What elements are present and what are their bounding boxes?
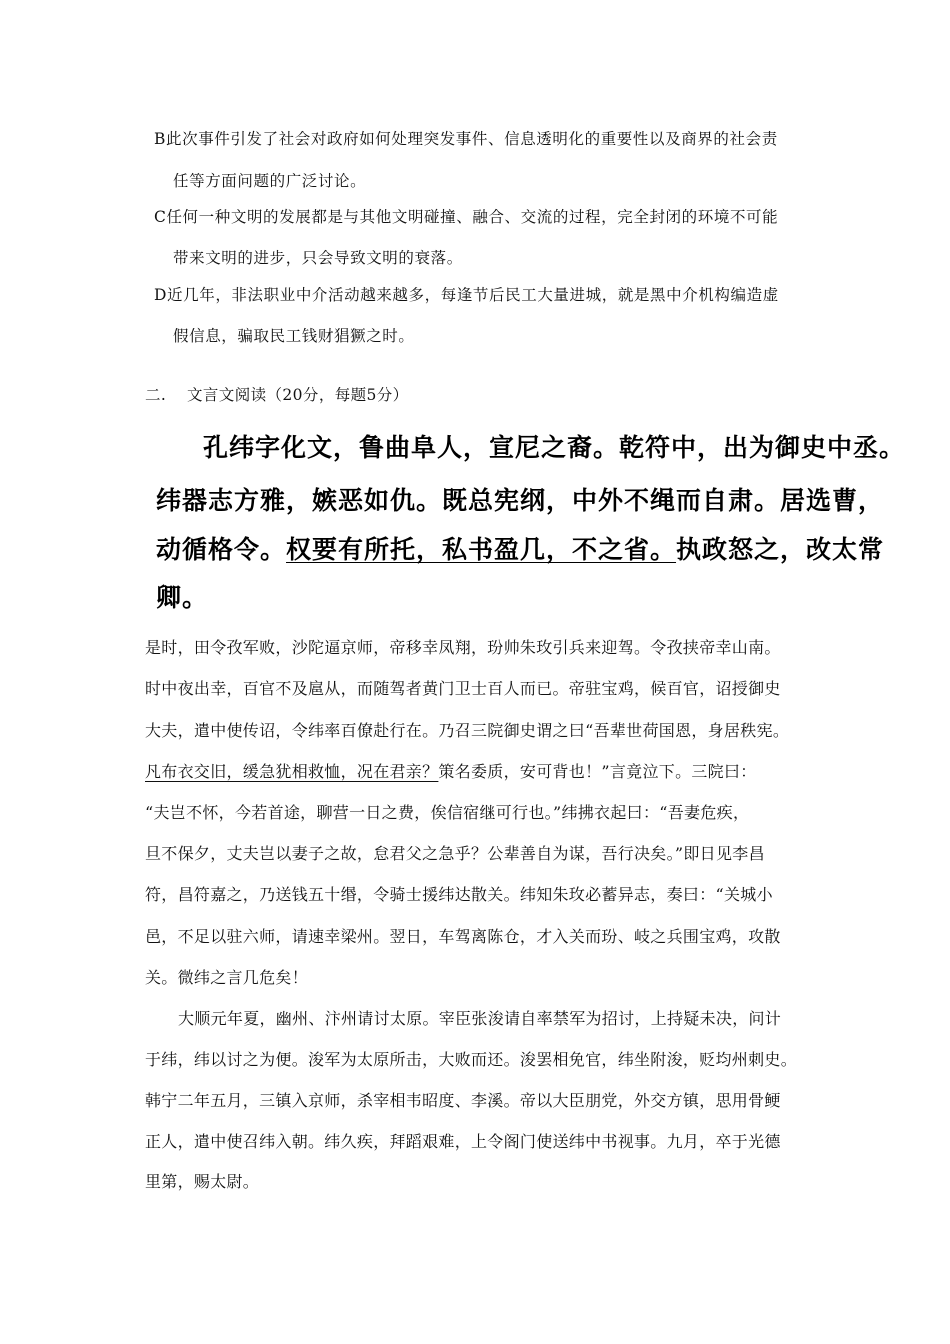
passage-line-1: 是时，田令孜军败，沙陀逼京师，帝移幸凤翔，玢帅朱玫引兵来迎驾。令孜挟帝幸山南。 [145, 638, 781, 657]
bold-passage-line-3 [156, 530, 884, 566]
bold-passage-line-1: 孔纬字化文，鲁曲阜人，宣尼之裔。乾符中，出为御史中丞。 [203, 433, 906, 462]
passage-line-4 [145, 759, 757, 782]
option-b-line-2: 任等方面问题的广泛讨论。 [173, 172, 367, 190]
option-c-line-1: C任何一种文明的发展都是与其他文明碰撞、融合、交流的过程，完全封闭的环境不可能 [154, 208, 779, 226]
passage-line-4-rest: 策名委质，安可背也！”言竟泣下。三院曰： [438, 762, 757, 781]
passage-line-10: 大顺元年夏，幽州、汴州请讨太原。宰臣张浚请自率禁军为招讨，上持疑未决，问计 [178, 1009, 782, 1028]
option-c-line-2: 带来文明的进步，只会导致文明的衰落。 [173, 249, 463, 267]
option-d-line-1: D近几年，非法职业中介活动越来越多，每逢节后民工大量进城，就是黑中介机构编造虚 [154, 286, 779, 304]
passage-line-12: 韩宁二年五月，三镇入京师，杀宰相韦昭度、李溪。帝以大臣朋党，外交方镇，思用骨鲠 [145, 1091, 781, 1110]
passage-line-9: 关。微纬之言几危矣！ [145, 968, 309, 987]
passage-line-7: 符，昌符嘉之，乃送钱五十缗，令骑士援纬达散关。纬知朱玫必蓄异志，奏曰：“关城小 [145, 885, 773, 904]
section-number: 二. [145, 386, 167, 404]
passage-line-14: 里第，赐太尉。 [145, 1172, 260, 1191]
bold-passage-line-3-start: 动循格令。 [156, 535, 287, 564]
underlined-sentence-2: 凡布衣交旧，缓急犹相救恤，况在君亲？ [145, 762, 439, 781]
section-heading [145, 383, 409, 405]
passage-line-6: 旦不保夕，丈夫岂以妻子之故，怠君父之急乎？公辈善自为谋，吾行决矣。”即日见李昌 [145, 844, 765, 863]
passage-line-11: 于纬，纬以讨之为便。浚军为太原所击，大败而还。浚罢相免官，纬坐附浚，贬均州刺史。 [145, 1050, 798, 1069]
section-title: 文言文阅读（20分，每题5分） [187, 386, 409, 404]
underlined-sentence-1: 权要有所托，私书盈几，不之省。 [286, 535, 677, 564]
option-d-line-2: 假信息，骗取民工钱财猖獗之时。 [173, 327, 415, 345]
option-b-line-1: B此次事件引发了社会对政府如何处理突发事件、信息透明化的重要性以及商界的社会责 [154, 130, 778, 148]
bold-passage-line-2: 纬器志方雅，嫉恶如仇。既总宪纲，中外不绳而自肃。居选曹， [156, 486, 885, 515]
bold-passage-line-3-end: 执政怒之，改太常 [676, 535, 885, 564]
passage-line-5: “夫岂不怀，今若首途，聊营一日之费，俟信宿继可行也。”纬拂衣起曰：“吾妻危疾， [145, 803, 750, 822]
passage-line-13: 正人，遣中使召纬入朝。纬久疾，拜蹈艰难，上令阁门使送纬中书视事。九月，卒于光德 [145, 1132, 781, 1151]
passage-line-2: 时中夜出幸，百官不及扈从，而随驾者黄门卫士百人而已。帝驻宝鸡，候百官，诏授御史 [145, 679, 781, 698]
bold-passage-line-4: 卿。 [156, 583, 209, 612]
passage-line-3: 大夫，遣中使传诏，令纬率百僚赴行在。乃召三院御史谓之曰“吾辈世荷国恩，身居秩宪。 [145, 721, 790, 740]
passage-line-8: 邑，不足以驻六师，请速幸梁州。翌日，车驾离陈仓，才入关而玢、岐之兵围宝鸡，攻散 [145, 927, 781, 946]
